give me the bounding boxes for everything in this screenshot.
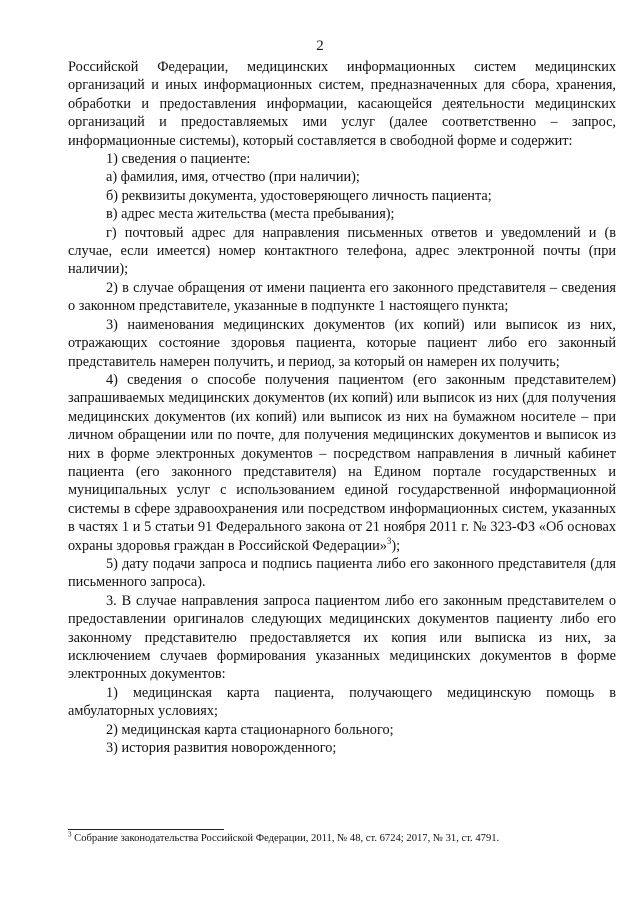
- footnote-reference: 3: [386, 535, 392, 546]
- paragraph: 3. В случае направления запроса пациентом либо его законным представителем о предоставлении оригиналов следующих медицинских документов пациенту либо его законному представителю предоставляется их копия или выписка из них, за исключением случаев формирования указанных медицинских документов в форме электронных документов:: [68, 592, 616, 683]
- paragraph-tail: );: [391, 537, 401, 554]
- document-body: [68, 58, 616, 757]
- footnote-text: Собрание законодательства Российской Федерации, 2011, № 48, ст. 6724; 2017, № 31, ст. 4791.: [74, 833, 500, 844]
- paragraph: Российской Федерации, медицинских информационных систем медицинских организаций и иных информационных систем, предназначенных для сбора, хранения, обработки и предоставления информации, касающейся деятельности медицинских организаций и предоставляемых ими услуг (далее соответственно – запрос, информационные системы), который составляется в свободной форме и содержит:: [68, 59, 616, 149]
- paragraph: г) почтовый адрес для направления письменных ответов и уведомлений и (в случае, если имеется) номер контактного телефона, адрес электронной почты (при наличии);: [68, 224, 616, 278]
- paragraph: в) адрес места жительства (места пребывания);: [106, 206, 395, 223]
- paragraph: б) реквизиты документа, удостоверяющего личность пациента;: [106, 187, 492, 204]
- paragraph: 3) наименования медицинских документов (их копий) или выписок из них, отражающих состояние здоровья пациента, которые пациент либо его законный представитель намерен получить, и период, за который он намерен их получить;: [68, 316, 616, 370]
- paragraph-with-footnote: [68, 371, 616, 555]
- paragraph: 2) в случае обращения от имени пациента его законного представителя – сведения о законном представителе, указанные в подпункте 1 настоящего пункта;: [68, 279, 616, 315]
- paragraph: 5) дату подачи запроса и подпись пациента либо его законного представителя (для письменного запроса).: [68, 555, 616, 591]
- paragraph: 2) медицинская карта стационарного больного;: [106, 721, 394, 738]
- footnote-divider: [68, 829, 224, 830]
- paragraph: 1) сведения о пациенте:: [106, 151, 251, 168]
- paragraph: 1) медицинская карта пациента, получающего медицинскую помощь в амбулаторных условиях;: [68, 684, 616, 720]
- page-number: 2: [316, 38, 324, 54]
- paragraph-text: 4) сведения о способе получения пациентом (его законным представителем) запрашиваемых медицинских документов (их копий) или выписок из них (для получения медицинских документов (их копий) или выписок из них на бумажном носителе – при личном обращении или по почте, для получения медицинских документов и выписок из них в форме электронных документов – посредством направления в личный кабинет пациента (его законного представителя) на Едином портале государственных и муниципальных услуг с использованием единой государственной информационной системы в сфере здравоохранения или посредством информационных систем, указанных в частях 1 и 5 статьи 91 Федерального закона от 21 ноября 2011 г. № 323-ФЗ «Об основах охраны здоровья граждан в Российской Федерации»: [68, 371, 616, 554]
- footnote-mark: 3: [68, 830, 72, 839]
- footnote: [68, 832, 616, 846]
- paragraph: 3) история развития новорожденного;: [106, 740, 337, 757]
- paragraph: а) фамилия, имя, отчество (при наличии);: [106, 169, 360, 186]
